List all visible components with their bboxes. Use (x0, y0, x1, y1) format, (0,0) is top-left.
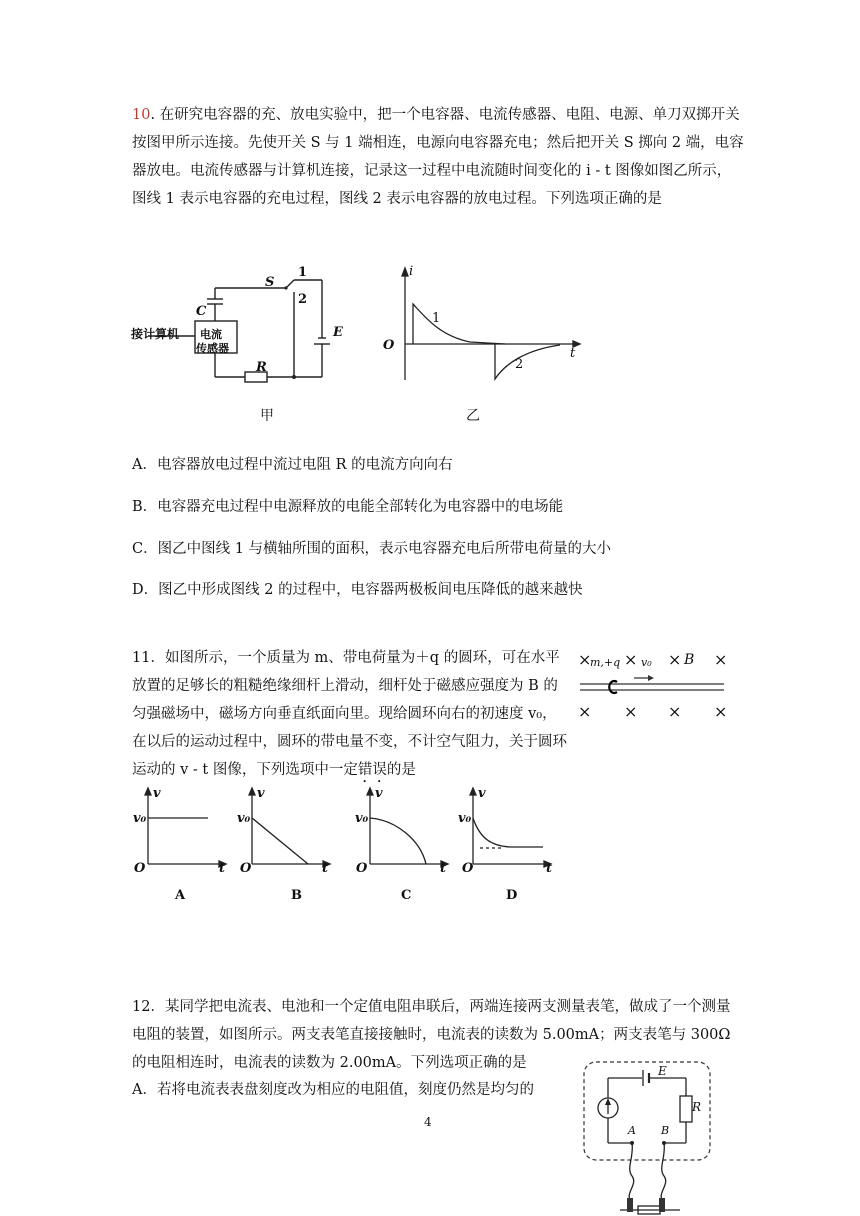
computer-label: 接计算机 (131, 327, 180, 341)
cross-mark-4: × (714, 650, 728, 669)
q12-emf-label: E (658, 1064, 667, 1078)
q10-option-c: C．图乙中图线 1 与横轴所围的面积，表示电容器充电后所带电荷量的大小 (132, 541, 612, 557)
q12-probe-a-label: A (628, 1124, 636, 1137)
cross-mark-2: × (624, 650, 638, 669)
graph-a-t-label: t (219, 861, 226, 876)
resistor-label: R (256, 360, 267, 375)
graph-c-o-label: O (356, 861, 368, 876)
q10-it-graph (395, 262, 595, 387)
graph-b-v0-label: v₀ (237, 811, 251, 826)
field-b-label: B (684, 652, 695, 668)
q10-option-d: D．图乙中形成图线 2 的过程中，电容器两极板间电压降低的越来越快 (132, 582, 583, 598)
it-origin-label: O (383, 338, 395, 353)
graph-b-caption: B (291, 888, 302, 903)
graph-b-v-label: v (257, 786, 265, 801)
graph-d-caption: D (506, 888, 518, 903)
q10-option-b: B．电容器充电过程中电源释放的电能全部转化为电容器中的电场能 (132, 499, 564, 515)
graph-d-v0-label: v₀ (458, 811, 472, 826)
page-number: 4 (424, 1115, 432, 1129)
q11-vt-graphs (130, 784, 560, 889)
graph-c-t-label: t (440, 861, 447, 876)
graph-a-caption: A (175, 888, 186, 903)
emf-label: E (333, 325, 343, 340)
graph-a-o-label: O (134, 861, 146, 876)
graph-d-t-label: t (546, 861, 553, 876)
curve-2-label: 2 (515, 357, 524, 372)
q10-stem (132, 101, 744, 213)
q12-option-a: A．若将电流表表盘刻度改为相应的电阻值，刻度仍然是均匀的 (132, 1082, 534, 1098)
curve-1-label: 1 (432, 311, 441, 326)
graph-b-t-label: t (322, 861, 329, 876)
cross-mark-7: × (668, 702, 682, 721)
cross-mark-5: × (578, 702, 592, 721)
q11-stem (132, 644, 570, 786)
cross-mark-8: × (714, 702, 728, 721)
q11-text-post: 的是 (386, 762, 416, 778)
terminal-1-label: 1 (298, 265, 308, 280)
q10-text: . 在研究电容器的充、放电实验中，把一个电容器、电流传感器、电阻、电源、单刀双掷开关按图甲所示连接。先使开关 S 与 1 端相连，电源向电容器充电；然后把开关 S 掷向 2 端，电容器放电。电流传感器与计算机连接，记录这一过程中电流随时间变化的 i - t 图像如图乙所示，图线 1 表示电容器的充电过程，图线 2 表示电容器的放电过程。下列选项正确的是 (132, 107, 744, 207)
switch-label: S (265, 275, 275, 290)
it-y-axis-label: i (409, 264, 414, 279)
graph-a-v-label: v (153, 786, 161, 801)
capacitor-label: C (196, 304, 207, 319)
cross-mark-1: × (578, 650, 592, 669)
q12-ohmmeter-figure (580, 1058, 715, 1216)
graph-d-v-label: v (478, 786, 486, 801)
cross-mark-3: × (668, 650, 682, 669)
fig-yi-caption: 乙 (466, 408, 480, 424)
q12-probe-b-label: B (661, 1124, 670, 1137)
sensor-label-2: 传感器 (196, 342, 229, 355)
graph-c-caption: C (401, 888, 412, 903)
graph-d-o-label: O (462, 861, 474, 876)
graph-a-v0-label: v₀ (133, 811, 147, 826)
q11-text-emph: 错误 (357, 762, 387, 778)
it-x-axis-label: t (570, 346, 576, 361)
q12-resistor-label: R (692, 1100, 702, 1114)
terminal-2-label: 2 (298, 292, 308, 307)
fig-jia-caption: 甲 (260, 408, 274, 424)
q10-number: 10 (132, 107, 151, 123)
q12-stem: 12．某同学把电流表、电池和一个定值电阻串联后，两端连接两支测量表笔，做成了一个测量电阻的装置，如图所示。两支表笔直接接触时，电流表的读数为 5.00mA；两支表笔与 300Ω 的电阻相连时，电流表的读数为 2.00mA。下列选项正确的是 (132, 999, 731, 1071)
graph-c-v-label: v (375, 786, 383, 801)
v0-label: v₀ (641, 656, 652, 669)
sensor-label-1: 电流 (200, 328, 222, 341)
q10-option-a: A．电容器放电过程中流过电阻 R 的电流方向向右 (132, 457, 453, 473)
cross-mark-6: × (624, 702, 638, 721)
q11-text-pre: 11．如图所示，一个质量为 m、带电荷量为＋q 的圆环，可在水平放置的足够长的粗糙绝缘细杆上滑动，细杆处于磁感应强度为 B 的匀强磁场中，磁场方向垂直纸面向里。现给圆环向右的初速度 v₀，在以后的运动过程中，圆环的带电量不变，不计空气阻力，关于圆环运动的 v - t 图像，下列选项中一定 (132, 650, 567, 778)
charge-label: m,+q (590, 656, 621, 669)
graph-b-o-label: O (240, 861, 252, 876)
graph-c-v0-label: v₀ (355, 811, 369, 826)
